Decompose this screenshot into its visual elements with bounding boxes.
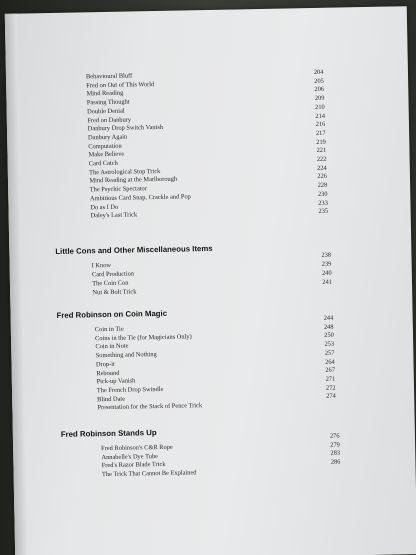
toc-entry-page: 214: [315, 112, 326, 120]
toc-entry-title: The French Drop Swindle: [96, 385, 164, 395]
toc-entry-page: 219: [316, 138, 326, 146]
toc-entry-page: 257: [324, 349, 335, 357]
toc-entry-title: Ambitious Card Snap, Crackle and Pop: [89, 193, 191, 203]
toc-entry-title: Daley's Last Trick: [90, 211, 138, 220]
toc-entry-page: 274: [326, 392, 336, 401]
toc-entry-page: 286: [330, 458, 341, 466]
toc-entry-title: Make Believe: [88, 150, 125, 159]
toc-entry-title: The Psychic Spectator: [89, 185, 147, 194]
toc-entry-page: 264: [325, 358, 335, 366]
toc-entry-page: 204: [313, 68, 324, 76]
table-of-contents: [5, 6, 416, 555]
toc-entry-title: Do as I Do: [90, 203, 119, 211]
toc-entry-title: Fred Robinson's C&R Rope: [101, 443, 173, 453]
toc-entry-page: 221: [316, 147, 327, 155]
toc-entry-page: 205: [314, 77, 324, 85]
toc-entry-page: 226: [317, 173, 328, 181]
toc-entry-page: 272: [325, 384, 336, 392]
toc-entry-page: 248: [323, 323, 334, 331]
toc-entry-page: 271: [325, 375, 336, 383]
toc-entry-page: 233: [318, 199, 328, 207]
toc-entry-title: Fred on Danbury: [87, 116, 132, 124]
toc-entry-title: The Trick That Cannot Be Explained: [101, 469, 197, 478]
toc-entry-page: 283: [330, 449, 341, 457]
section-heading-coin-magic: Fred Robinson on Coin Magic: [56, 308, 168, 320]
book-page: [5, 6, 416, 555]
toc-entry-title: Coins in the Tie (for Magicians Only): [95, 333, 192, 342]
toc-entry-page: 267: [325, 366, 336, 375]
toc-entry-title: Rebound: [96, 369, 120, 377]
toc-entry-title: Computation: [88, 142, 122, 150]
toc-entry-title: The Astrological Stop Trick: [89, 167, 161, 177]
toc-entry-title: Passing Thought: [86, 98, 130, 107]
toc-entry-page: 217: [315, 129, 326, 137]
toc-entry-page: 228: [317, 181, 328, 190]
toc-entry-title: Coin in Note: [95, 342, 129, 351]
toc-entry-title: Blind Date: [97, 395, 126, 403]
toc-entry-page: 279: [330, 441, 340, 449]
toc-entry-page: 206: [314, 86, 325, 94]
toc-entry-title: Card Catch: [88, 159, 118, 168]
toc-entry-title: Behavioural Bluff: [85, 72, 133, 81]
toc-entry-title: Danbury Drop Switch Vanish: [87, 124, 164, 133]
toc-entry-title: Drop-it: [95, 360, 115, 369]
toc-entry-title: Annabelle's Dye Tube: [101, 452, 159, 461]
toc-entry-page: 209: [314, 94, 325, 103]
toc-entry-page: 239: [321, 260, 332, 268]
toc-entry-title: I Know: [91, 261, 112, 270]
toc-entry-title: Pick-up Vanish: [96, 377, 136, 386]
toc-entry-page: 224: [317, 164, 327, 172]
toc-entry-page: 241: [322, 278, 333, 286]
section-heading-stands-up: Fred Robinson Stands Up: [60, 428, 157, 439]
toc-entry-title: The Coin Con: [92, 279, 129, 288]
toc-entry-title: Mind Reading: [86, 90, 124, 98]
section-heading-little-cons: Little Cons and Other Miscellaneous Items: [55, 243, 213, 256]
toc-entry-page: 210: [315, 103, 325, 111]
toc-entry-page: 244: [323, 314, 334, 322]
toc-entry-page: 222: [316, 155, 327, 163]
toc-entry-page: 216: [315, 120, 326, 129]
toc-entry-title: Something and Nothing: [95, 351, 157, 360]
toc-entry-title: Fred on Out of This World: [86, 80, 155, 90]
toc-entry-title: Presentation for the Stack of Pence Trick: [97, 402, 203, 412]
toc-entry-page: 230: [317, 190, 328, 198]
toc-entry-title: Fred's Razor Blade Trick: [101, 461, 166, 470]
toc-entry-page: 235: [318, 207, 329, 216]
toc-entry-title: Danbury Again: [87, 133, 128, 142]
toc-entry-title: Double Denial: [87, 107, 125, 116]
toc-entry-page: 250: [324, 332, 334, 340]
toc-entry-page: 253: [324, 340, 335, 348]
toc-entry-page: 238: [321, 251, 332, 259]
toc-entry-title: Coin in Tie: [94, 325, 124, 334]
toc-entry-page: 240: [321, 269, 332, 277]
toc-entry-page: 276: [329, 432, 340, 440]
toc-entry-title: Nut & Bolt Trick: [92, 288, 137, 296]
toc-entry-title: Mind Reading at the Marlborough: [89, 176, 178, 185]
toc-entry-title: Card Production: [91, 270, 135, 279]
